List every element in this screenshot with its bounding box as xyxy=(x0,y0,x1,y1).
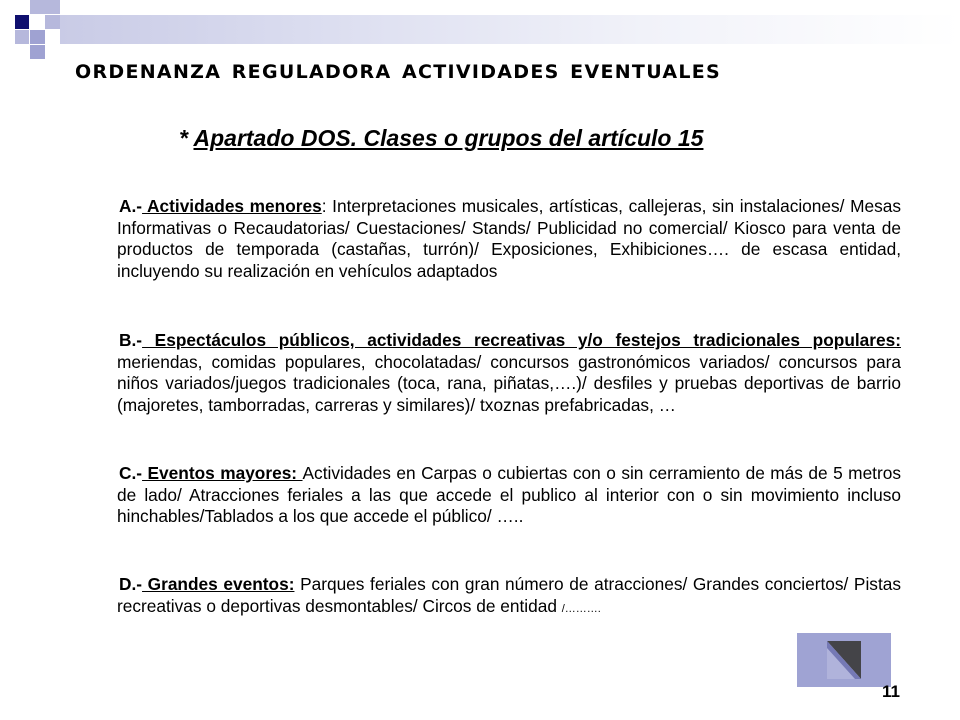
paragraph-a xyxy=(117,196,901,282)
paragraph-heading: Grandes eventos: xyxy=(142,574,295,594)
paragraph-heading: Espectáculos públicos, actividades recreativas y/o festejos tradicionales populares: xyxy=(142,330,901,350)
paragraph-letter: C.- xyxy=(119,463,143,483)
decor-square-lavender xyxy=(45,0,60,14)
paragraph-d xyxy=(117,574,901,620)
decor-square-navy xyxy=(15,15,29,29)
paragraph-heading: Actividades menores xyxy=(142,196,322,216)
decor-square-lavender xyxy=(30,30,45,44)
decor-square-lavender xyxy=(30,0,45,14)
header-gradient-bar xyxy=(60,15,960,44)
paragraph-trail: /………. xyxy=(561,602,601,615)
paragraph-letter: A.- xyxy=(119,196,143,216)
decor-square-lavender xyxy=(30,45,45,59)
paragraph-body: : Interpretaciones musicales, artísticas, callejeras, sin instalaciones/ Mesas Informativas o Recaudatorias/ Cuestaciones/ Stands/ Publicidad no comercial/ Kiosco para venta de productos de temporada (castañas, turrón)/ Exposiciones, Exhibiciones…. de escasa entidad, incluyendo su realización en vehículos adaptados xyxy=(117,196,901,281)
paragraph-letter: D.- xyxy=(119,574,143,594)
section-subtitle xyxy=(179,125,703,152)
paragraph-body: Actividades en Carpas o cubiertas con o sin cerramiento de más de 5 metros de lado/ Atracciones feriales a las que accede el publico al interior con o sin movimiento incluso hinchables/Tablados a los que accede el público/ ….. xyxy=(117,463,901,527)
paragraph-letter: B.- xyxy=(119,330,143,350)
page-title: ordenanza reguladora actividades eventuales xyxy=(75,54,722,85)
decor-square-lavender xyxy=(45,15,60,29)
subtitle-prefix: * xyxy=(179,125,194,151)
subtitle-text: Apartado DOS. Clases o grupos del artículo 15 xyxy=(193,125,704,151)
paragraph-heading: Eventos mayores: xyxy=(142,463,303,483)
paragraph-body: meriendas, comidas populares, chocolatadas/ concursos gastronómicos variados/ concursos para niños variados/juegos tradicionales (toca, rana, piñatas,….)/ desfiles y pruebas deportivas de barrio (majoretes, tamborradas, carreras y similares)/ txoznas prefabricadas, … xyxy=(117,351,901,415)
paragraph-c xyxy=(117,463,901,528)
page-number: 11 xyxy=(882,682,900,701)
back-arrow-icon xyxy=(825,639,863,681)
back-nav-button[interactable] xyxy=(797,633,891,687)
paragraph-body: Parques feriales con gran número de atracciones/ Grandes conciertos/ Pistas recreativas o deportivas desmontables/ Circos de entidad xyxy=(117,574,901,616)
paragraph-b xyxy=(117,330,901,416)
decor-square-lavender xyxy=(15,30,29,44)
